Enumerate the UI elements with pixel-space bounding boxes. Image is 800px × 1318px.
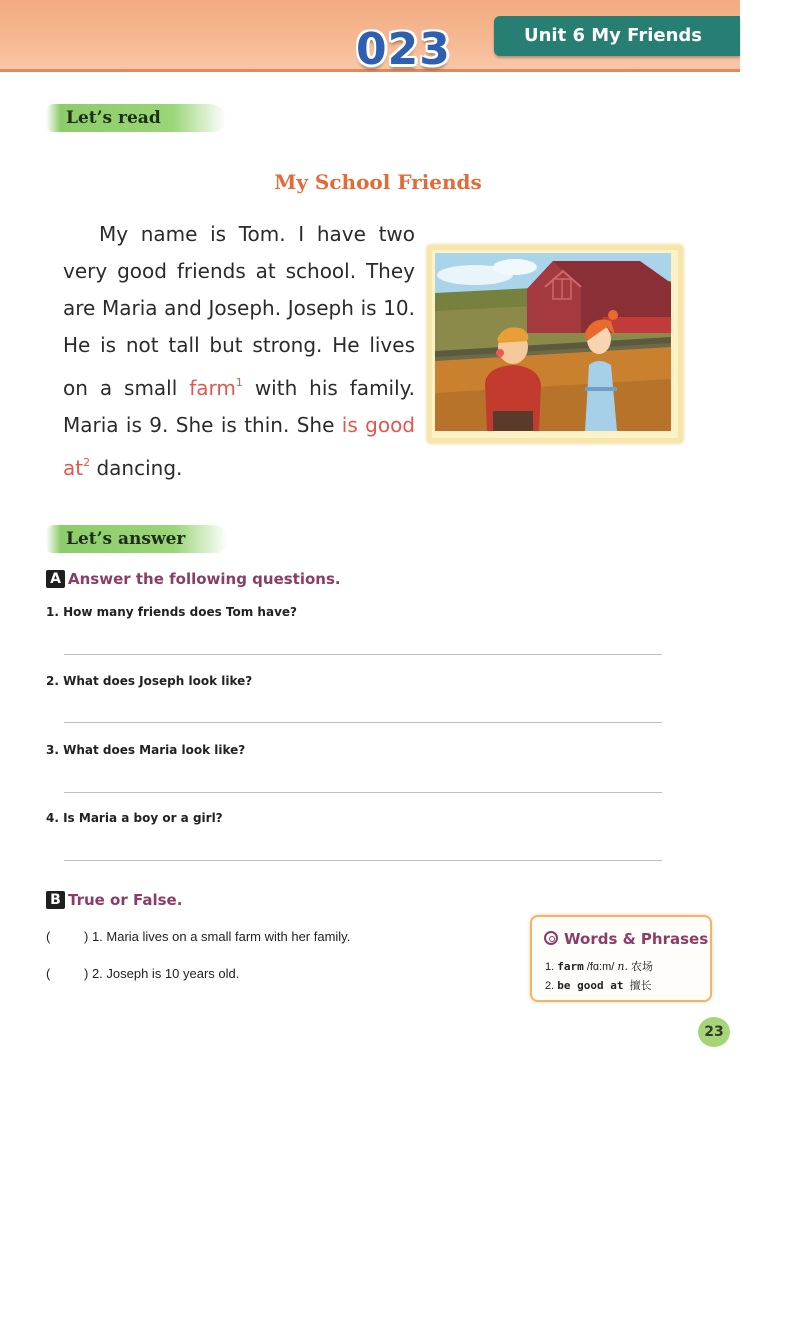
question-1: 1. How many friends does Tom have? [46, 605, 297, 619]
section-label-answer: Let’s answer [46, 525, 228, 553]
story-text-part-2: with his family. Maria is 9. She is thin. She [63, 376, 416, 437]
answer-line-4[interactable] [64, 860, 662, 861]
vocab-be-good-at: is good at [63, 413, 415, 480]
words-box-title [544, 930, 708, 948]
tf-blank-1[interactable]: ( [46, 929, 51, 944]
unit-title: Unit 6 My Friends [494, 16, 740, 56]
question-4: 4. Is Maria a boy or a girl? [46, 811, 223, 825]
word-item-2: 2. be good at 擅长 [545, 979, 652, 992]
part-a-letter: A [46, 570, 65, 588]
word-item-1: 1. farm /fɑ:m/ n. 农场 [545, 960, 654, 973]
part-b-letter: B [46, 891, 65, 909]
question-3: 3. What does Maria look like? [46, 743, 246, 757]
answer-line-1[interactable] [64, 654, 662, 655]
page-number: 23 [698, 1017, 730, 1047]
part-a-instruction: Answer the following questions. [68, 570, 341, 588]
story-text-part-3: dancing. [90, 456, 183, 480]
tf-blank-2[interactable]: ( [46, 966, 51, 981]
story-text [63, 216, 415, 487]
story-title: My School Friends [274, 170, 482, 194]
story-text-part-1: My name is Tom. I have two very good friends at school. They are Maria and Joseph. Joseph is 10. He is not tall but strong. He lives on a small [63, 222, 415, 400]
true-false-item-2[interactable] [46, 966, 239, 981]
tf-statement-1: ) 1. Maria lives on a small farm with her family. [84, 929, 351, 944]
vocab-farm: farm [189, 376, 236, 400]
lesson-number: 023 [356, 24, 451, 75]
part-b-heading [46, 891, 182, 909]
part-a-heading [46, 570, 341, 588]
footnote-2: 2 [83, 456, 91, 469]
section-label-read: Let’s read [46, 104, 226, 132]
story-illustration [427, 245, 683, 443]
farm-scene-illustration [435, 253, 671, 431]
double-circle-icon [544, 931, 558, 945]
tf-statement-2: ) 2. Joseph is 10 years old. [84, 966, 240, 981]
part-b-instruction: True or False. [68, 891, 183, 909]
footnote-1: 1 [235, 376, 243, 389]
words-box-title-text: Words & Phrases [564, 930, 709, 948]
question-2: 2. What does Joseph look like? [46, 674, 253, 688]
true-false-item-1[interactable] [46, 929, 350, 944]
answer-line-2[interactable] [64, 722, 662, 723]
words-phrases-box [530, 915, 712, 1002]
answer-line-3[interactable] [64, 792, 662, 793]
